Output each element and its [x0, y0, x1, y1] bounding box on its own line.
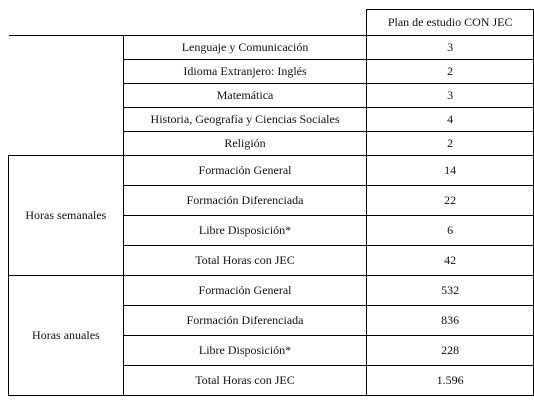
row-name: Total Horas con JEC: [123, 246, 367, 276]
column-header-plan: Plan de estudio CON JEC: [367, 10, 534, 36]
table-header-row: [9, 10, 534, 36]
row-name: Formación Diferenciada: [123, 186, 367, 216]
row-value: 22: [367, 186, 534, 216]
row-value: 228: [367, 336, 534, 366]
row-name: Formación General: [123, 156, 367, 186]
table-row: [9, 36, 534, 60]
subject-name: Lenguaje y Comunicación: [123, 36, 367, 60]
table-row: [9, 276, 534, 306]
row-name: Total Horas con JEC: [123, 366, 367, 396]
row-value: 42: [367, 246, 534, 276]
subject-name: Historia, Geografía y Ciencias Sociales: [123, 108, 367, 132]
row-value: 836: [367, 306, 534, 336]
subject-name: Religión: [123, 132, 367, 156]
study-plan-table: [8, 9, 534, 396]
row-name: Formación General: [123, 276, 367, 306]
group-label-anuales: Horas anuales: [9, 276, 124, 396]
row-name: Formación Diferenciada: [123, 306, 367, 336]
subject-hours: 3: [367, 84, 534, 108]
empty-left-cell: [9, 36, 124, 156]
subject-name: Matemática: [123, 84, 367, 108]
empty-corner-cell: [9, 10, 367, 36]
row-value: 14: [367, 156, 534, 186]
subject-hours: 2: [367, 60, 534, 84]
group-label-semanales: Horas semanales: [9, 156, 124, 276]
subject-hours: 4: [367, 108, 534, 132]
row-value: 532: [367, 276, 534, 306]
table-row: [9, 156, 534, 186]
row-name: Libre Disposición*: [123, 336, 367, 366]
subject-name: Idioma Extranjero: Inglés: [123, 60, 367, 84]
subject-hours: 2: [367, 132, 534, 156]
row-value: 1.596: [367, 366, 534, 396]
row-value: 6: [367, 216, 534, 246]
row-name: Libre Disposición*: [123, 216, 367, 246]
subject-hours: 3: [367, 36, 534, 60]
